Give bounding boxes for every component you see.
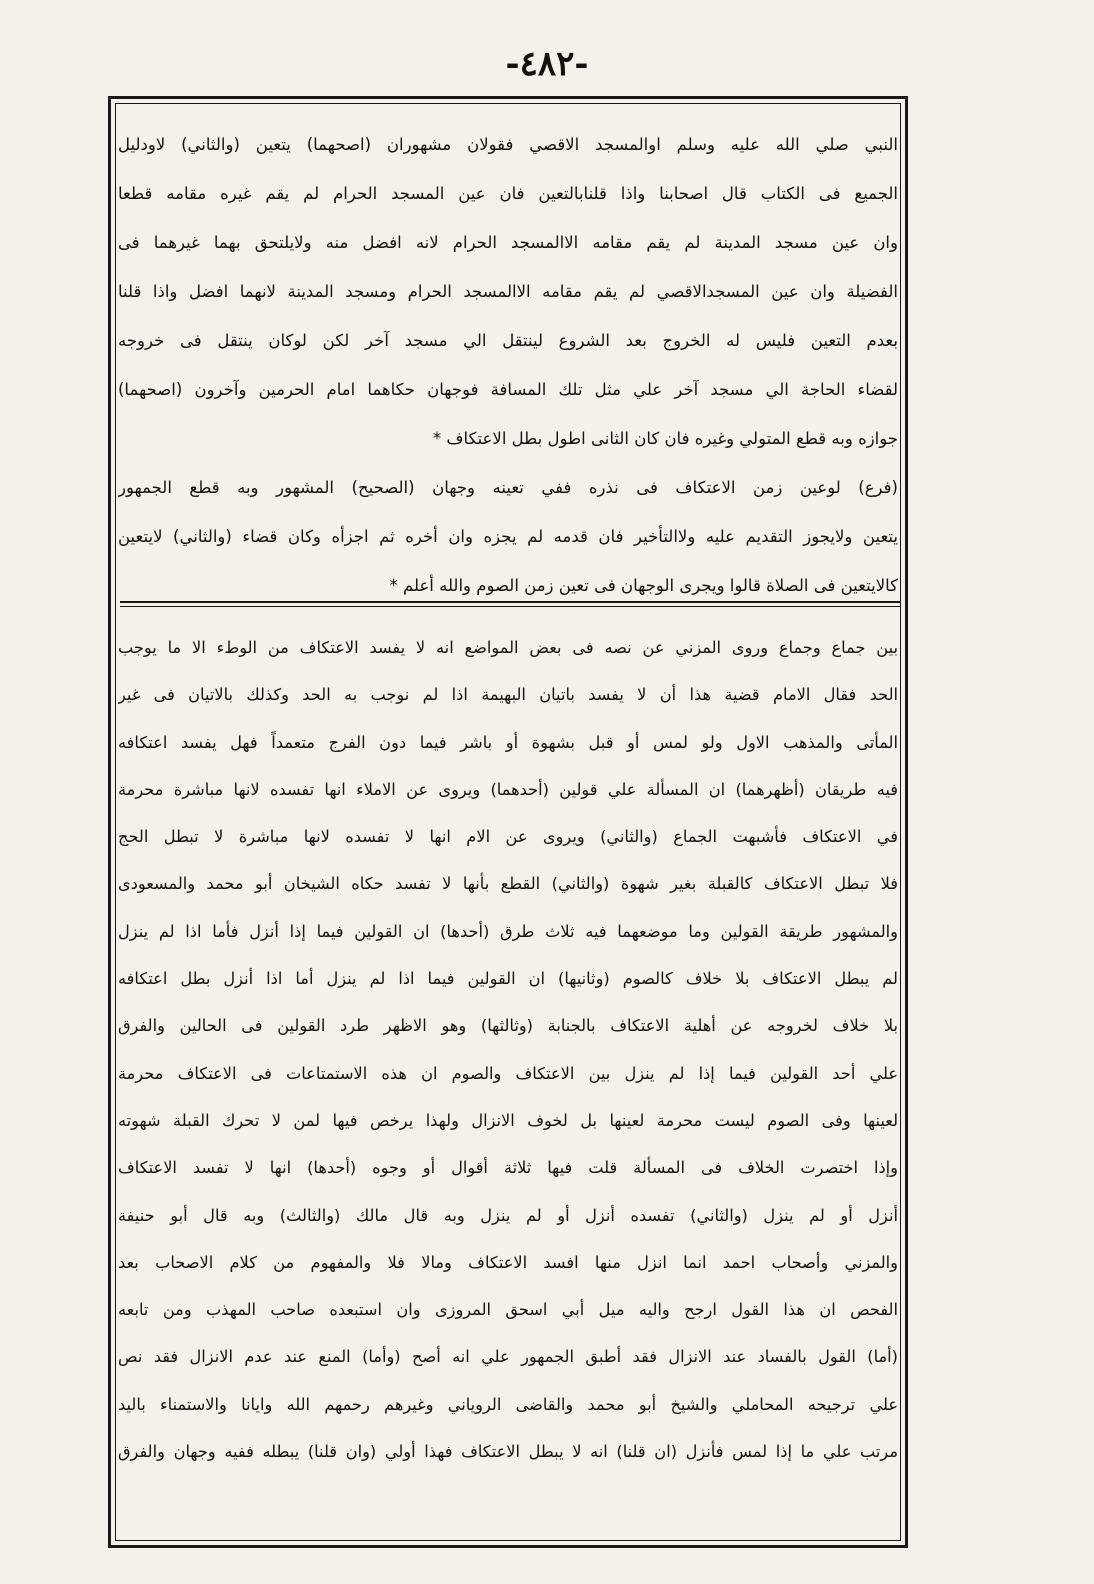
main-text-line: بعدم التعين فليس له الخروج بعد الشروع لينتقل الي مسجد آخر لكن لوكان ينتقل فى خروجه <box>118 331 898 350</box>
section-divider-thin <box>120 606 900 607</box>
commentary-text-line: لعينها وفى الصوم ليست محرمة لعينها بل لخوف الانزال ولهذا يرخص فيها لمن لا تحرك القبلة شهوته <box>118 1110 898 1130</box>
commentary-text-line: المأتى والمذهب الاول ولو لمس أو قبل بشهوة أو باشر فيما دون الفرج متعمداً فهل يفسد اعتكافه <box>118 732 898 752</box>
section-divider <box>120 601 900 603</box>
commentary-text-block <box>118 624 898 1475</box>
page-number: -٤٨٢- <box>505 44 589 84</box>
commentary-text-line: مرتب علي ما إذا لمس فأنزل (ان قلنا) انه لا يبطل الاعتكاف فهذا أولي (وان قلنا) يبطله ففيه وجهان والفرق <box>118 1442 898 1462</box>
main-text-line: (فرع) لوعين زمن الاعتكاف فى نذره ففي تعينه وجهان (الصحيح) المشهور وبه قطع الجمهور <box>118 478 898 497</box>
commentary-text-line: (أما) القول بالفساد عند الانزال فقد أطبق الجمهور علي انه أصح (وأما) المنع عند عدم الانزال فقد نص <box>118 1347 898 1367</box>
commentary-text-line: لم يبطل الاعتكاف بلا خلاف كالصوم (وثانيها) ان القولين فيما اذا لم ينزل أما اذا أنزل بطل اعتكافه <box>118 969 898 989</box>
main-text-line: كالايتعين فى الصلاة قالوا ويجرى الوجهان فى تعين زمن الصوم والله أعلم * <box>389 576 898 595</box>
commentary-text-line: علي ترجيحه المحاملي والشيخ أبو محمد والقاضى الروياني وغيرهم رحمهم الله وايانا والاستمناء باليد <box>118 1394 898 1414</box>
main-text-line: وان عين مسجد المدينة لم يقم مقامه الاالمسجد الحرام لانه افضل منه ولايلتحق بهما غيرهما فى <box>118 233 898 252</box>
commentary-text-line: والمزني وأصحاب احمد انما انزل منها افسد الاعتكاف ومالا فلا والمفهوم من كلام الاصحاب بعد <box>118 1252 898 1272</box>
main-text-line: لقضاء الحاجة الي مسجد آخر علي مثل تلك المسافة فوجهان حكاهما امام الحرمين وآخرون (اصحهما) <box>118 380 898 399</box>
commentary-text-line: الحد فقال الامام قضية هذا أن لا يفسد باتيان البهيمة اذا لم نوجب به الحد وكذلك بالاتيان فى غير <box>118 685 898 705</box>
commentary-text-line: وإذا اختصرت الخلاف فى المسألة قلت فيها ثلاثة أقوال أو وجوه (أحدها) انها لا تفسد الاعتكاف <box>118 1158 898 1178</box>
commentary-text-line: الفحص ان هذا القول ارجح واليه ميل أبي اسحق المروزى وان استبعده صاحب المهذب ومن تابعه <box>118 1300 898 1320</box>
main-text-line: يتعين ولايجوز التقديم عليه ولاالتأخير فان قدمه لم يجزه وان أخره ثم اجزأه وكان قضاء (والثاني) لايتعين <box>118 527 898 546</box>
commentary-text-line: فلا تبطل الاعتكاف كالقبلة بغير شهوة (والثاني) القطع بأنها لا تفسد حكاه الشيخان أبو محمد والمسعودى <box>118 874 898 894</box>
main-text-line: الجميع فى الكتاب قال اصحابنا واذا قلنابالتعين فان عين المسجد الحرام لم يقم غيره مقامه قطعا <box>118 184 898 203</box>
commentary-text-line: في الاعتكاف فأشبهت الجماع (والثاني) ويروى عن الام انها لا تفسده لانها مباشرة لا تبطل الحج <box>118 827 898 847</box>
main-text-block <box>118 120 898 610</box>
commentary-text-line: أنزل أو لم ينزل (والثاني) تفسده أنزل أو لم ينزل وبه قال مالك (والثالث) وبه قال أبو حنيفة <box>118 1205 898 1225</box>
main-text-line: الفضيلة وان عين المسجدالاقصي لم يقم مقامه الاالمسجد الحرام ومسجد المدينة لانهما افضل واذا قلنا <box>118 282 898 301</box>
commentary-text-line: علي أحد القولين فيما إذا لم ينزل بين الاعتكاف والصوم ان هذه الاستمتاعات فى الاعتكاف محرمة <box>118 1063 898 1083</box>
commentary-text-line: بين جماع وجماع وروى المزني عن نصه فى بعض المواضع انه لا يفسد الاعتكاف من الوطء الا ما يوجب <box>118 638 898 657</box>
main-text-line: جوازه وبه قطع المتولي وغيره فان كان الثانى اطول بطل الاعتكاف * <box>432 429 898 448</box>
commentary-text-line: فيه طريقان (أظهرهما) ان المسألة علي قولين (أحدهما) ويروى عن الاملاء انها تفسده لانها مباشرة محرمة <box>118 779 898 799</box>
commentary-text-line: بلا خلاف لخروجه عن أهلية الاعتكاف بالجنابة (وثالثها) وهو الاظهر طرد القولين فى الحالين والفرق <box>118 1016 898 1036</box>
main-text-line: النبي صلي الله عليه وسلم اوالمسجد الاقصي فقولان مشهوران (اصحهما) يتعين (والثاني) لاودليل <box>118 135 898 154</box>
commentary-text-line: والمشهور طريقة القولين وما موضعهما فيه ثلاث طرق (أحدها) ان القولين فيما إذا أنزل فأما اذا لم ينزل <box>118 921 898 941</box>
